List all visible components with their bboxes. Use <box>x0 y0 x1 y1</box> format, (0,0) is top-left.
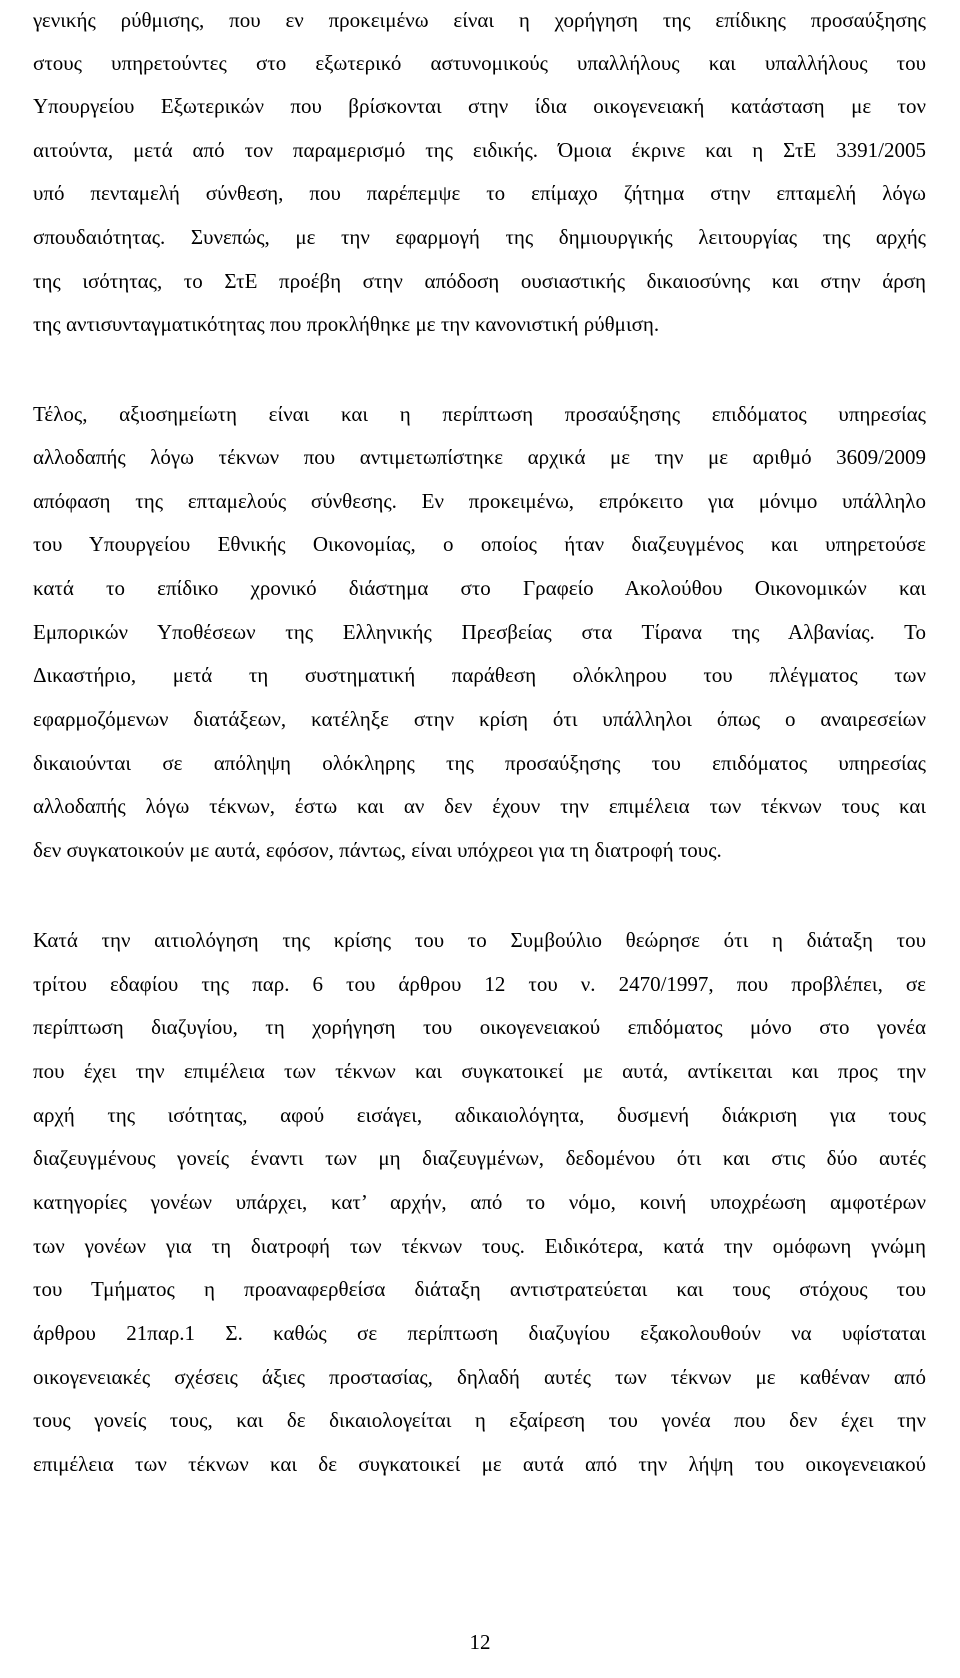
text-line: διαζευγμένους γονείς έναντι των μη διαζευγμένων, δεδομένου ότι και στις δύο αυτές <box>33 1146 926 1170</box>
text-line: εφαρμοζόμενων διατάξεων, κατέληξε στην κρίση ότι υπάλληλοι όπως ο αναιρεσείων <box>33 707 926 731</box>
text-line: άρθρου 21παρ.1 Σ. καθώς σε περίπτωση διαζυγίου εξακολουθούν να υφίσταται <box>33 1321 926 1345</box>
text-line: δεν συγκατοικούν με αυτά, εφόσον, πάντως, είναι υπόχρεοι για τη διατροφή τους. <box>33 838 722 862</box>
text-line: επιμέλεια των τέκνων και δε συγκατοικεί με αυτά από την λήψη του οικογενειακού <box>33 1452 926 1476</box>
text-line: του Υπουργείου Εθνικής Οικονομίας, ο οποίος ήταν διαζευγμένος και υπηρετούσε <box>33 532 926 556</box>
text-line: στους υπηρετούντες στο εξωτερικό αστυνομικούς υπαλλήλους και υπαλλήλους του <box>33 51 926 75</box>
text-line: κατά το επίδικο χρονικό διάστημα στο Γραφείο Ακολούθου Οικονομικών και <box>33 576 926 600</box>
text-line: που έχει την επιμέλεια των τέκνων και συγκατοικεί με αυτά, αντίκειται και προς την <box>33 1059 926 1083</box>
text-line: Κατά την αιτιολόγηση της κρίσης του το Συμβούλιο θεώρησε ότι η διάταξη του <box>33 928 926 952</box>
text-line: υπό πενταμελή σύνθεση, που παρέπεμψε το επίμαχο ζήτημα στην επταμελή λόγω <box>33 181 926 205</box>
text-line: γενικής ρύθμισης, που εν προκειμένω είναι η χορήγηση της επίδικης προσαύξησης <box>33 8 926 32</box>
text-line: περίπτωση διαζυγίου, τη χορήγηση του οικογενειακού επιδόματος μόνο στο γονέα <box>33 1015 926 1039</box>
text-line: αρχή της ισότητας, αφού εισάγει, αδικαιολόγητα, δυσμενή διάκριση για τους <box>33 1103 926 1127</box>
text-line: του Τμήματος η προαναφερθείσα διάταξη αντιστρατεύεται και τους στόχους του <box>33 1277 926 1301</box>
text-line: της ισότητας, το ΣτΕ προέβη στην απόδοση ουσιαστικής δικαιοσύνης και στην άρση <box>33 269 926 293</box>
text-line: Δικαστήριο, μετά τη συστηματική παράθεση ολόκληρου του πλέγματος των <box>33 663 926 687</box>
text-line: οικογενειακές σχέσεις άξιες προστασίας, δηλαδή αυτές των τέκνων με καθέναν από <box>33 1365 926 1389</box>
text-line: Εμπορικών Υποθέσεων της Ελληνικής Πρεσβείας στα Τίρανα της Αλβανίας. Το <box>33 620 926 644</box>
text-line: δικαιούνται σε απόληψη ολόκληρης της προσαύξησης του επιδόματος υπηρεσίας <box>33 751 926 775</box>
text-line: Τέλος, αξιοσημείωτη είναι και η περίπτωση προσαύξησης επιδόματος υπηρεσίας <box>33 402 926 426</box>
page-number: 12 <box>469 1630 491 1654</box>
text-line: σπουδαιότητας. Συνεπώς, με την εφαρμογή της δημιουργικής λειτουργίας της αρχής <box>33 225 926 249</box>
text-line: κατηγορίες γονέων υπάρχει, κατ’ αρχήν, από το νόμο, κοινή υποχρέωση αμφοτέρων <box>33 1190 926 1214</box>
text-line: αλλοδαπής λόγω τέκνων, έστω και αν δεν έχουν την επιμέλεια των τέκνων τους και <box>33 794 926 818</box>
text-line: των γονέων για τη διατροφή των τέκνων τους. Ειδικότερα, κατά την ομόφωνη γνώμη <box>33 1234 926 1258</box>
text-line: αιτούντα, μετά από τον παραμερισμό της ειδικής. Όμοια έκρινε και η ΣτΕ 3391/2005 <box>33 138 926 162</box>
text-line: αλλοδαπής λόγω τέκνων που αντιμετωπίστηκε αρχικά με την με αριθμό 3609/2009 <box>33 445 926 469</box>
text-line: Υπουργείου Εξωτερικών που βρίσκονται στην ίδια οικογενειακή κατάσταση με τον <box>33 94 926 118</box>
text-line: τρίτου εδαφίου της παρ. 6 του άρθρου 12 του ν. 2470/1997, που προβλέπει, σε <box>33 972 926 996</box>
text-line: απόφαση της επταμελούς σύνθεσης. Εν προκειμένω, επρόκειτο για μόνιμο υπάλληλο <box>33 489 926 513</box>
text-line: της αντισυνταγματικότητας που προκλήθηκε με την κανονιστική ρύθμιση. <box>33 312 660 336</box>
text-line: τους γονείς τους, και δε δικαιολογείται η εξαίρεση του γονέα που δεν έχει την <box>33 1408 926 1432</box>
